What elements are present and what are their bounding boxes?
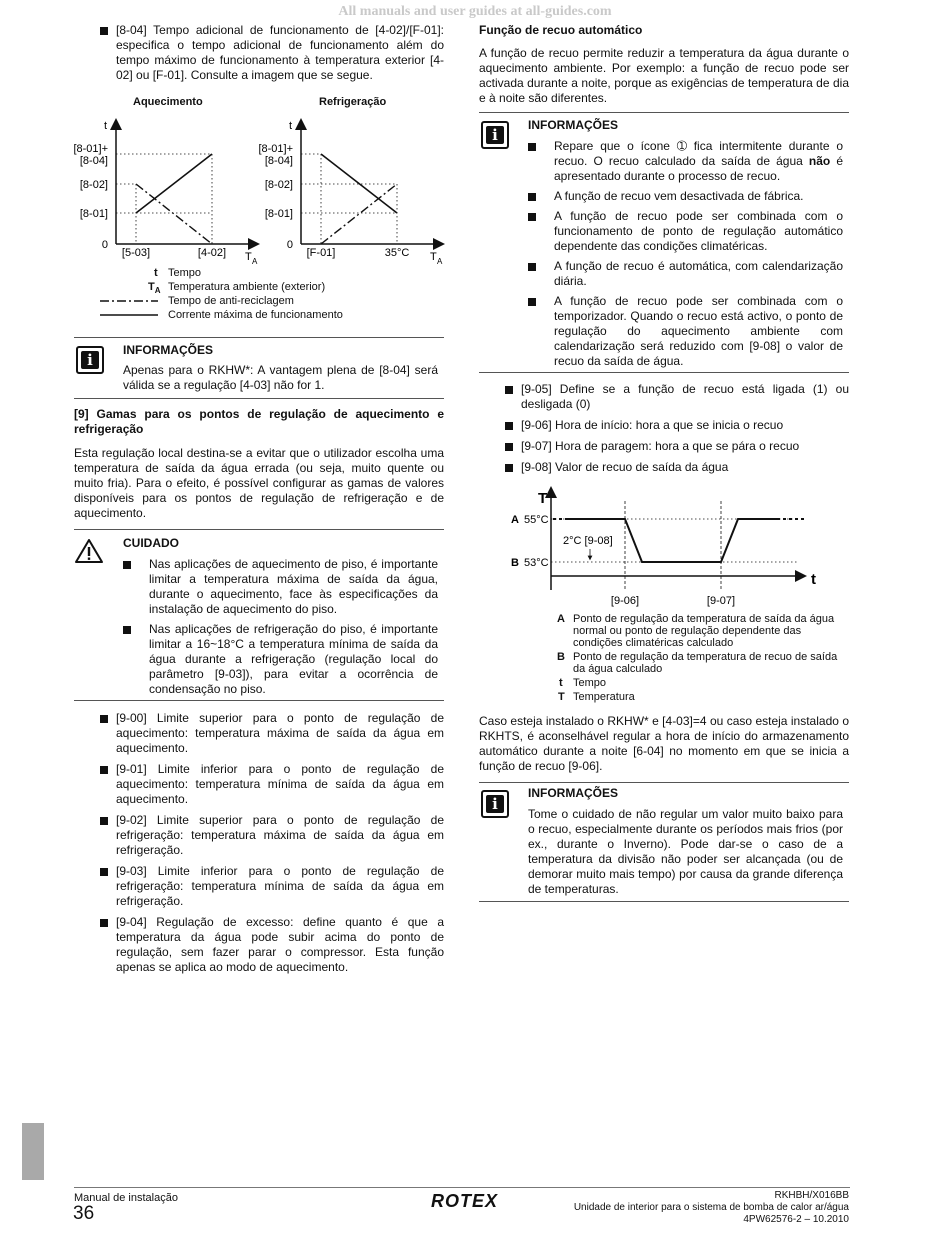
- info-item: [528, 259, 843, 289]
- info-title: INFORMAÇÕES: [528, 118, 618, 132]
- info-text: A função de recuo é automática, com calendarização diária.: [554, 259, 843, 288]
- tick-label: [8-04]: [79, 155, 108, 167]
- info-text: Apenas para o RKHW*: A vantagem plena de [8-04] será válida se a regulação [4-03] não for 1.: [123, 363, 438, 392]
- param-text: [9-05] Define se a função de recuo está ligada (1) ou desligada (0): [521, 382, 849, 411]
- legend-item: [98, 280, 448, 294]
- tick-label: [8-01]: [79, 208, 108, 220]
- setback-legend: [557, 613, 849, 705]
- info-text: Tome o cuidado de não regular um valor muito baixo para o recuo, especialmente durante os períodos mais frios (por ex., durante o Inverno). Pode dar-se o caso de a temperatura da divisão não poder ser alcançada (ou de demorar muito mais tempo) por causa da grande diferença de temperaturas.: [528, 807, 843, 896]
- warning-icon: [74, 538, 104, 564]
- section-9-text: Esta regulação local destina-se a evitar que o utilizador escolha uma temperatura de saída da água errada (ou seja, muito quente ou muito fria). Para o efeito, é possível configurar as gamas de valores disponíveis para os pontos de regulação de refrigeração e de aquecimento.: [74, 446, 444, 520]
- legend-text: Tempo: [168, 267, 202, 279]
- page-number: 36: [73, 1203, 95, 1224]
- bullet-square: [100, 715, 108, 723]
- param-list-right: [479, 382, 849, 481]
- param-text: [9-03] Limite inferior para o ponto de regulação de refrigeração: temperatura mínima de saída da água em refrigeração.: [116, 864, 444, 908]
- info-icon: i: [481, 790, 509, 818]
- param-item: [74, 813, 444, 858]
- info-icon: i: [76, 346, 104, 374]
- tick-label: [8-01]+: [73, 143, 108, 155]
- caution-title: CUIDADO: [123, 536, 179, 550]
- tick-label: [8-02]: [79, 179, 108, 191]
- y-label: t: [289, 120, 293, 132]
- tick-label: [8-01]+: [258, 143, 293, 155]
- bullet-square: [100, 766, 108, 774]
- param-text: [9-07] Hora de paragem: hora a que se pára o recuo: [521, 439, 800, 453]
- legend-text: Tempo de anti-reciclagem: [168, 295, 294, 307]
- tick-label: 0: [286, 239, 293, 251]
- legend-text: Temperatura ambiente (exterior): [168, 281, 326, 293]
- legend-text: Corrente máxima de funcionamento: [168, 309, 343, 321]
- info-item: [528, 294, 843, 369]
- anti-recycle-line: [321, 184, 397, 244]
- section-9-title: [9] Gamas para os pontos de regulação de aquecimento e refrigeração: [74, 407, 444, 436]
- param-item: [479, 460, 849, 475]
- info-icon: i: [481, 121, 509, 149]
- footer-model: RKHBH/X016BB: [774, 1190, 849, 1201]
- legend-text: Ponto de regulação da temperatura de saída da água normal ou ponto de regulação dependente das condições climatéricas calculado: [573, 613, 835, 649]
- bullet-square: [100, 817, 108, 825]
- legend-key-sub: A: [154, 286, 161, 296]
- bullet-square: [100, 868, 108, 876]
- solid-line-sample: [98, 310, 160, 320]
- param-text: [9-02] Limite superior para o ponto de regulação de refrigeração: temperatura máxima de saída da água em refrigeração.: [116, 813, 444, 857]
- param-text: [9-06] Hora de início: hora a que se inicia o recuo: [521, 418, 784, 432]
- legend-item: [98, 266, 448, 280]
- param-item: [74, 711, 444, 756]
- param-item: [479, 382, 849, 412]
- bullet-square: [505, 464, 513, 472]
- footer-desc: Unidade de interior para o sistema de bomba de calor ar/água: [573, 1202, 849, 1213]
- delta-label: 2°C [9-08]: [563, 535, 613, 547]
- bullet-square: [505, 386, 513, 394]
- param-text: [9-04] Regulação de excesso: define quanto é que a temperatura da água pode subir acima do ponto de regulação, sem fazer parar o compressor. Esta função apenas se aplica ao modo de aquecimento.: [116, 915, 444, 974]
- after-text: Caso esteja instalado o RKHW* e [4-03]=4 ou caso esteja instalado o RKHTS, é aconselhável regular a hora de início do armazenamento automático durante a noite [6-04] no momento em que se inicia a função de recuo [9-06].: [479, 714, 849, 773]
- legend-key: A: [557, 613, 565, 625]
- x-label: T: [245, 251, 252, 263]
- tick-label: 35°C: [384, 247, 410, 259]
- param-item: [479, 439, 849, 454]
- bullet-square: [528, 143, 536, 151]
- anti-recycle-line: [136, 184, 212, 244]
- info-item: [528, 209, 843, 254]
- tick-label: [8-01]: [264, 208, 293, 220]
- bullet-square: [528, 193, 536, 201]
- info-text: Repare que o ícone: [554, 139, 677, 153]
- info-text-bold: não: [808, 154, 831, 168]
- legend-item: [98, 308, 448, 322]
- caution-text: Nas aplicações de aquecimento de piso, é importante limitar a temperatura máxima de saída da água, durante o aquecimento, face às especificações da instalação de aquecimento do piso.: [149, 557, 438, 616]
- legend-text: Ponto de regulação da temperatura de recuo de saída da água calculado: [573, 651, 838, 675]
- temp-label-a: 55°C: [524, 514, 549, 526]
- footer-code: 4PW62576-2 – 10.2010: [743, 1214, 849, 1225]
- legend-text: Tempo: [573, 677, 607, 689]
- watermark: All manuals and user guides at all-guides.com: [338, 4, 612, 19]
- point-label-a: A: [511, 514, 519, 526]
- bullet-text: [8-04] Tempo adicional de funcionamento de [4-02]/[F-01]: especifica o tempo adicional de funcionamento além do tempo máximo de funcionamento à temperatura exterior [4-02] ou [F-01]. Consulte a imagem que se segue.: [116, 23, 444, 82]
- info-text: A função de recuo pode ser combinada com o funcionamento de ponto de regulação automático dependente das condições climatéricas.: [554, 209, 843, 253]
- side-tab: [22, 1123, 44, 1180]
- legend-key: t: [154, 267, 158, 279]
- section-title: Função de recuo automático: [479, 23, 643, 37]
- param-item: [74, 762, 444, 807]
- bullet-square: [528, 263, 536, 271]
- legend-item: [557, 677, 849, 689]
- x-label-sub: A: [437, 257, 443, 266]
- x-label: t: [811, 571, 816, 588]
- graph-cooling-title: Refrigeração: [319, 96, 387, 108]
- tick-label: [F-01]: [306, 247, 336, 259]
- legend-item: [98, 294, 448, 308]
- bullet-square: [528, 213, 536, 221]
- info-text: A função de recuo pode ser combinada com o temporizador. Quando o recuo está activo, o ponto de regulação do aquecimento ambiente com calendarização será reduzido com [9-08] o valor de recuo da saída de água.: [554, 294, 843, 368]
- param-text: [9-01] Limite inferior para o ponto de regulação de aquecimento: temperatura mínima de saída da água em aquecimento.: [116, 762, 444, 806]
- legend-key: T: [148, 281, 155, 293]
- bullet-square: [100, 27, 108, 35]
- x-label-sub: A: [252, 257, 258, 266]
- tick-label: [8-04]: [264, 155, 293, 167]
- intro-text: A função de recuo permite reduzir a temperatura da água durante o aquecimento ambiente. Por exemplo: a função de recuo pode ser activada durante a noite, porque as exigências de temperatura de dia e à noite são diferentes.: [479, 46, 849, 105]
- info-title: INFORMAÇÕES: [123, 343, 213, 357]
- tick-label: [9-07]: [706, 595, 736, 607]
- param-item: [74, 864, 444, 909]
- intro-bullet-8-04: [74, 23, 444, 83]
- param-item: [74, 915, 444, 975]
- info-box-3: [528, 786, 843, 897]
- cooling-graph: [255, 112, 455, 272]
- info-text: A função de recuo vem desactivada de fábrica.: [554, 189, 804, 203]
- caution-item: [123, 557, 438, 617]
- param-list-left: [74, 711, 444, 981]
- temp-label-b: 53°C: [524, 557, 549, 569]
- max-current-line: [321, 154, 397, 213]
- bullet-square: [505, 443, 513, 451]
- legend-key: t: [559, 677, 563, 689]
- caution-box: [123, 536, 438, 702]
- tick-label: [4-02]: [197, 247, 227, 259]
- info-text: é apresentado durante o processo de recuo.: [554, 154, 843, 183]
- graph-legend: [98, 266, 448, 322]
- rotex-logo: ROTEX: [431, 1191, 499, 1211]
- tick-label: [5-03]: [121, 247, 151, 259]
- param-item: [479, 418, 849, 433]
- param-text: [9-08] Valor de recuo de saída da água: [521, 460, 729, 474]
- bullet-square: [123, 561, 131, 569]
- tick-label: [8-02]: [264, 179, 293, 191]
- info-title: INFORMAÇÕES: [528, 786, 618, 800]
- param-text: [9-00] Limite superior para o ponto de regulação de aquecimento: temperatura máxima de saída da água em aquecimento.: [116, 711, 444, 755]
- tick-label: 0: [101, 239, 108, 251]
- footer-right: [549, 1190, 849, 1226]
- info-box-1: [123, 343, 438, 393]
- legend-key: B: [557, 651, 565, 663]
- legend-item: [557, 613, 849, 649]
- legend-item: [557, 651, 849, 675]
- legend-key: T: [558, 691, 565, 703]
- info-item: [528, 139, 843, 184]
- legend-item: [557, 691, 849, 703]
- caution-text: Nas aplicações de refrigeração do piso, é importante limitar a 16~18°C a temperatura mínima de saída da água durante a refrigeração (regulação local do parâmetro [9-03]), para evitar a ocorrência de condensação no piso.: [149, 622, 438, 696]
- dash-dot-line-sample: [98, 296, 160, 306]
- graph-heating-title: Aquecimento: [133, 96, 203, 108]
- info-text: fica intermitente durante o recuo. O recuo calculado da saída de água: [554, 139, 844, 168]
- y-label: T: [538, 490, 548, 507]
- bullet-square: [528, 298, 536, 306]
- info-item: [528, 189, 843, 204]
- caution-item: [123, 622, 438, 697]
- setback-graph: [505, 486, 830, 611]
- bullet-square: [505, 422, 513, 430]
- legend-text: Temperatura: [573, 691, 635, 703]
- x-label: T: [430, 251, 437, 263]
- footer-manual: Manual de instalação: [74, 1192, 178, 1204]
- tick-label: [9-06]: [610, 595, 640, 607]
- recuo-icon: ➀: [676, 139, 687, 153]
- info-box-2: [528, 118, 843, 374]
- bullet-square: [123, 626, 131, 634]
- y-label: t: [104, 120, 108, 132]
- bullet-square: [100, 919, 108, 927]
- point-label-b: B: [511, 557, 519, 569]
- heating-graph: [70, 112, 270, 272]
- max-current-line: [136, 154, 212, 213]
